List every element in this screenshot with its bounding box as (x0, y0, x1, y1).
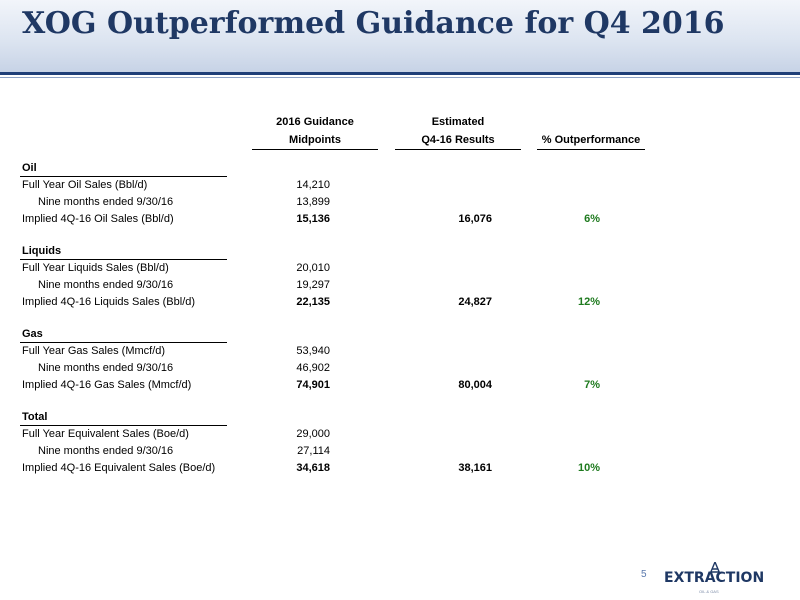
value-outperformance: 6% (584, 213, 600, 225)
section-underline (20, 176, 227, 177)
section-title: Liquids (22, 245, 62, 257)
header-guidance-line2: Midpoints (252, 131, 378, 150)
logo-subtext: OIL & GAS (699, 589, 719, 594)
value-nine-months: 19,297 (296, 279, 330, 291)
page-number: 5 (641, 569, 647, 580)
value-full-year: 20,010 (296, 262, 330, 274)
header-estimated (395, 113, 521, 150)
value-full-year: 29,000 (296, 428, 330, 440)
value-outperformance: 7% (584, 379, 600, 391)
value-estimated: 80,004 (458, 379, 492, 391)
value-estimated: 38,161 (458, 462, 492, 474)
header-guidance-line1: 2016 Guidance (276, 116, 354, 128)
value-implied: 34,618 (296, 462, 330, 474)
header-estimated-line2: Q4-16 Results (395, 131, 521, 150)
title-rule (0, 72, 800, 75)
row-label-implied: Implied 4Q-16 Oil Sales (Bbl/d) (22, 213, 174, 225)
section-title: Oil (22, 162, 37, 174)
page-title: XOG Outperformed Guidance for Q4 2016 (22, 6, 725, 41)
row-label-full-year: Full Year Oil Sales (Bbl/d) (22, 179, 148, 191)
row-label-full-year: Full Year Gas Sales (Mmcf/d) (22, 345, 166, 357)
value-estimated: 16,076 (458, 213, 492, 225)
value-implied: 22,135 (296, 296, 330, 308)
row-label-nine-months: Nine months ended 9/30/16 (38, 196, 174, 208)
row-label-nine-months: Nine months ended 9/30/16 (38, 445, 174, 457)
section-underline (20, 425, 227, 426)
row-label-full-year: Full Year Equivalent Sales (Boe/d) (22, 428, 189, 440)
header-outperformance-label: % Outperformance (537, 131, 645, 150)
row-label-implied: Implied 4Q-16 Gas Sales (Mmcf/d) (22, 379, 192, 391)
row-label-nine-months: Nine months ended 9/30/16 (38, 279, 174, 291)
value-nine-months: 13,899 (296, 196, 330, 208)
value-full-year: 14,210 (296, 179, 330, 191)
value-implied: 74,901 (296, 379, 330, 391)
value-outperformance: 12% (577, 296, 600, 308)
section-title: Gas (22, 328, 43, 340)
header-guidance (252, 113, 378, 150)
section-underline (20, 259, 227, 260)
row-label-implied: Implied 4Q-16 Liquids Sales (Bbl/d) (22, 296, 196, 308)
header-estimated-line1: Estimated (431, 116, 485, 128)
company-logo (664, 562, 765, 596)
header-outperformance (537, 131, 645, 150)
section-title: Total (22, 411, 48, 423)
value-outperformance: 10% (577, 462, 600, 474)
value-full-year: 53,940 (296, 345, 330, 357)
title-rule-thin (0, 77, 800, 78)
row-label-nine-months: Nine months ended 9/30/16 (38, 362, 174, 374)
value-nine-months: 27,114 (297, 445, 330, 457)
value-nine-months: 46,902 (296, 362, 330, 374)
section-underline (20, 342, 227, 343)
value-estimated: 24,827 (458, 296, 492, 308)
logo-text: EXTRACTION (664, 570, 765, 586)
row-label-full-year: Full Year Liquids Sales (Bbl/d) (22, 262, 169, 274)
value-implied: 15,136 (296, 213, 330, 225)
row-label-implied: Implied 4Q-16 Equivalent Sales (Boe/d) (22, 462, 216, 474)
